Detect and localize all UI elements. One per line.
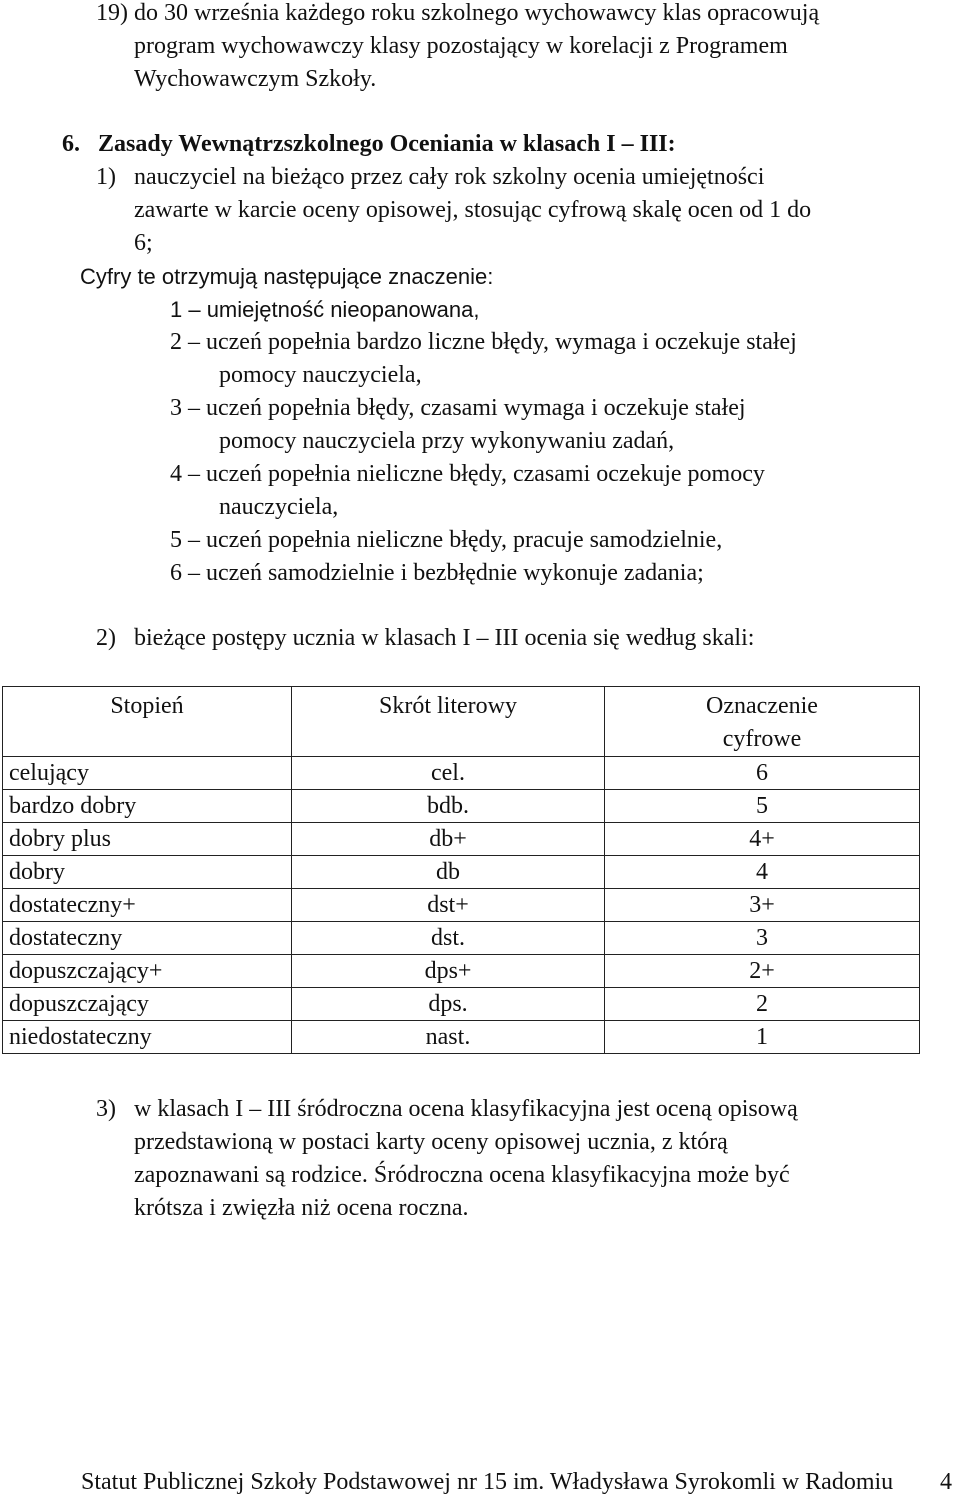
cell-abbreviation: nast. [292,1021,605,1054]
cell-degree: dopuszczający [3,988,292,1021]
table-row [3,922,920,955]
cell-digit: 4 [605,856,920,889]
point-1-line-2: zawarte w karcie oceny opisowej, stosując cyfrową skalę ocen od 1 do [134,197,812,223]
table-header-row [3,687,920,757]
cell-degree: niedostateczny [3,1021,292,1054]
section-6-title: Zasady Wewnątrzszkolnego Oceniania w klasach I – III: [98,131,676,157]
cell-digit: 5 [605,790,920,823]
point-2-number: 2) [96,625,116,651]
table-row [3,757,920,790]
page-number: 4 [940,1469,952,1495]
point-3-number: 3) [96,1096,116,1122]
table-row [3,988,920,1021]
digit-3-line-2: pomocy nauczyciela przy wykonywaniu zadań, [219,428,675,454]
cell-degree: dopuszczający+ [3,955,292,988]
header-digit-code-line-1: Oznaczenie [706,693,818,719]
table-row [3,823,920,856]
cell-abbreviation: dst. [292,922,605,955]
point-3-line-1: w klasach I – III śródroczna ocena klasyfikacyjna jest oceną opisową [134,1096,798,1122]
header-degree: Stopień [3,687,292,757]
point-2-text: bieżące postępy ucznia w klasach I – III ocenia się według skali: [134,625,755,651]
cell-digit: 2 [605,988,920,1021]
digit-5: 5 – uczeń popełnia nieliczne błędy, pracuje samodzielnie, [170,527,723,553]
cell-digit: 3 [605,922,920,955]
table-row [3,889,920,922]
item-19-line-3: Wychowawczym Szkoły. [134,66,377,92]
section-6-number: 6. [62,131,80,157]
cell-abbreviation: dps. [292,988,605,1021]
item-19-line-2: program wychowawczy klasy pozostający w korelacji z Programem [134,33,788,59]
cell-degree: dobry [3,856,292,889]
cell-digit: 6 [605,757,920,790]
cell-abbreviation: cel. [292,757,605,790]
cell-digit: 3+ [605,889,920,922]
cell-abbreviation: db [292,856,605,889]
table-row [3,1021,920,1054]
cell-abbreviation: bdb. [292,790,605,823]
table-row [3,856,920,889]
cell-degree: dostateczny+ [3,889,292,922]
cell-digit: 4+ [605,823,920,856]
digit-1: 1 – umiejętność nieopanowana, [170,297,480,322]
digit-2-line-1: 2 – uczeń popełnia bardzo liczne błędy, wymaga i oczekuje stałej [170,329,797,355]
cell-degree: dostateczny [3,922,292,955]
digit-6: 6 – uczeń samodzielnie i bezbłędnie wykonuje zadania; [170,560,704,586]
cell-abbreviation: dps+ [292,955,605,988]
table-row [3,790,920,823]
digits-intro: Cyfry te otrzymują następujące znaczenie: [80,264,494,289]
cell-degree: dobry plus [3,823,292,856]
item-19-number: 19) [96,0,128,26]
item-19-line-1: do 30 września każdego roku szkolnego wychowawcy klas opracowują [134,0,820,26]
cell-abbreviation: db+ [292,823,605,856]
header-digit-code [605,687,920,757]
point-1-line-1: nauczyciel na bieżąco przez cały rok szkolny ocenia umiejętności [134,164,765,190]
cell-degree: celujący [3,757,292,790]
cell-digit: 1 [605,1021,920,1054]
digit-3-line-1: 3 – uczeń popełnia błędy, czasami wymaga i oczekuje stałej [170,395,746,421]
header-digit-code-line-2: cyfrowe [722,726,802,752]
page-footer-text: Statut Publicznej Szkoły Podstawowej nr 15 im. Władysława Syrokomli w Radomiu [81,1469,894,1495]
cell-abbreviation: dst+ [292,889,605,922]
point-3-line-3: zapoznawani są rodzice. Śródroczna ocena klasyfikacyjna może być [134,1162,790,1188]
point-3-line-2: przedstawioną w postaci karty oceny opisowej ucznia, z którą [134,1129,728,1155]
digit-2-line-2: pomocy nauczyciela, [219,362,422,388]
digit-4-line-2: nauczyciela, [219,494,339,520]
point-1-number: 1) [96,164,116,190]
cell-digit: 2+ [605,955,920,988]
cell-degree: bardzo dobry [3,790,292,823]
digit-4-line-1: 4 – uczeń popełnia nieliczne błędy, czasami oczekuje pomocy [170,461,765,487]
point-3-line-4: krótsza i zwięzła niż ocena roczna. [134,1195,469,1221]
point-1-line-3: 6; [134,230,153,256]
table-row [3,955,920,988]
grades-table [2,686,920,1054]
header-abbreviation: Skrót literowy [292,687,605,757]
